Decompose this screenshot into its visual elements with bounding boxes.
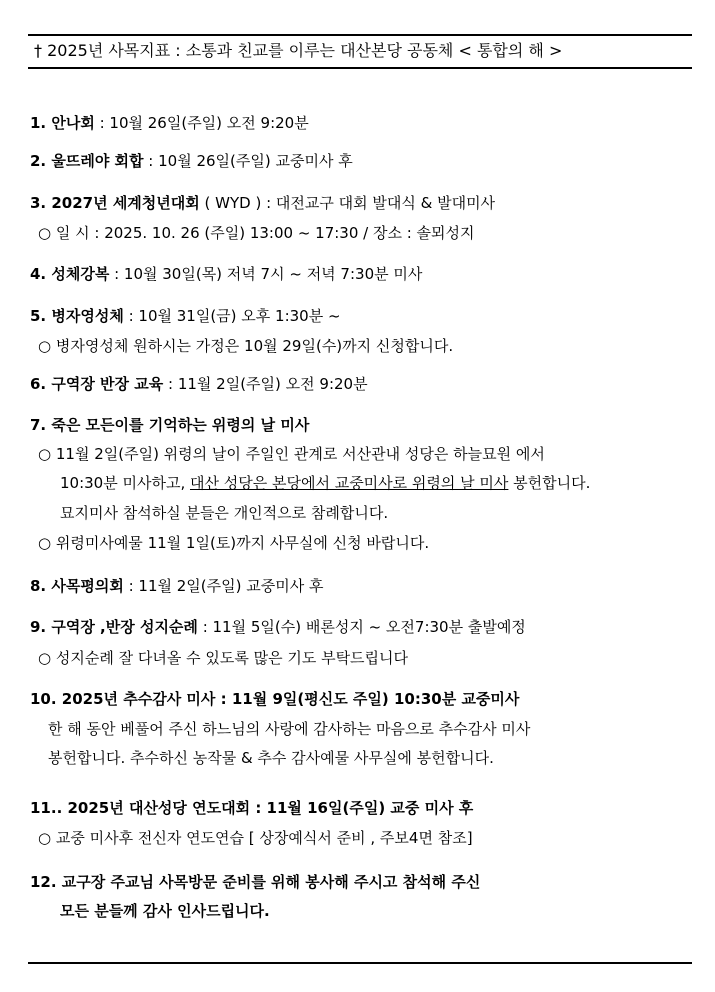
item-2-label: 2. 울뜨레야 회합 [30,152,144,170]
item-7-underlined-text: 대산 성당은 본당에서 교중미사로 위령의 날 미사 [189,474,509,492]
bottom-rule [28,962,692,964]
item-5-label: 5. 병자영성체 [30,307,124,325]
item-7-label: 7. 죽은 모든이를 기억하는 위령의 날 미사 [30,416,310,434]
item-3-sub: ○ 일 시 : 2025. 10. 26 (주일) 13:00 ~ 17:30 / 장소 : 솔뫼성지 [38,224,475,242]
item-8-detail: : 11월 2일(주일) 교중미사 후 [123,577,324,595]
item-7-sub-1: ○ 11월 2일(주일) 위령의 날이 주일인 관계로 서산관내 성당은 하늘묘원 에서 [38,445,545,463]
item-4-detail: : 10월 30일(목) 저녁 7시 ~ 저녁 7:30분 미사 [109,265,423,283]
item-7-sub-2: ○ 위령미사예물 11월 1일(토)까지 사무실에 신청 바랍니다. [38,534,430,552]
item-5-detail: : 10월 31일(금) 오후 1:30분 ~ [123,307,341,325]
item-7-line-2 [60,472,590,494]
item-6-label: 6. 구역장 반장 교육 [30,375,164,393]
item-1-label: 1. 안나회 [30,114,95,132]
item-8 [30,575,323,597]
item-9-sub: ○ 성지순례 잘 다녀올 수 있도록 많은 기도 부탁드립니다 [38,649,409,667]
item-2-detail: : 10월 26일(주일) 교중미사 후 [143,152,353,170]
item-7-line-2-pre: 10:30분 미사하고, [60,474,190,492]
item-12-line-1: 12. 교구장 주교님 사목방문 준비를 위해 봉사해 주시고 참석해 주신 [30,873,481,891]
top-rule [28,34,692,36]
item-3-detail: ( WYD ) : 대전교구 대회 발대식 & 발대미사 [199,194,496,212]
item-5 [30,305,341,327]
item-5-sub: ○ 병자영성체 원하시는 가정은 10월 29일(수)까지 신청합니다. [38,337,454,355]
item-11-sub: ○ 교중 미사후 전신자 연도연습 [ 상장예식서 준비 , 주보4면 참조] [38,829,473,847]
cross-icon: † [34,41,42,60]
item-9-detail: : 11월 5일(수) 배론성지 ~ 오전7:30분 출발예정 [197,618,526,636]
item-1-detail: : 10월 26일(주일) 오전 9:20분 [94,114,309,132]
item-3-label: 3. 2027년 세계청년대회 [30,194,200,212]
item-3 [30,192,495,214]
header-bottom-rule [28,67,692,69]
item-8-label: 8. 사목평의회 [30,577,124,595]
item-1 [30,112,309,134]
item-9 [30,616,526,638]
item-6 [30,373,368,395]
item-10-line-1: 한 해 동안 베풀어 주신 하느님의 사랑에 감사하는 마음으로 추수감사 미사 [48,720,531,738]
pastoral-goal-text: 2025년 사목지표 : 소통과 친교를 이루는 대산본당 공동체 < 통합의 해 > [47,41,563,60]
header-banner [34,40,690,62]
item-7-line-3: 묘지미사 참석하실 분들은 개인적으로 참례합니다. [60,504,389,522]
item-12-line-2: 모든 분들께 감사 인사드립니다. [60,902,270,920]
item-4-label: 4. 성체강복 [30,265,110,283]
item-10-line-2: 봉헌합니다. 추수하신 농작물 & 추수 감사예물 사무실에 봉헌합니다. [48,749,494,767]
item-7-line-2-post: 봉헌합니다. [508,474,591,492]
item-2 [30,150,353,172]
item-10-label: 10. 2025년 추수감사 미사 : 11월 9일(평신도 주일) 10:30분 교중미사 [30,690,520,708]
item-6-detail: : 11월 2일(주일) 오전 9:20분 [163,375,368,393]
item-11-label: 11.. 2025년 대산성당 연도대회 : 11월 16일(주일) 교중 미사 후 [30,799,474,817]
item-4 [30,263,422,285]
item-9-label: 9. 구역장 ,반장 성지순례 [30,618,198,636]
